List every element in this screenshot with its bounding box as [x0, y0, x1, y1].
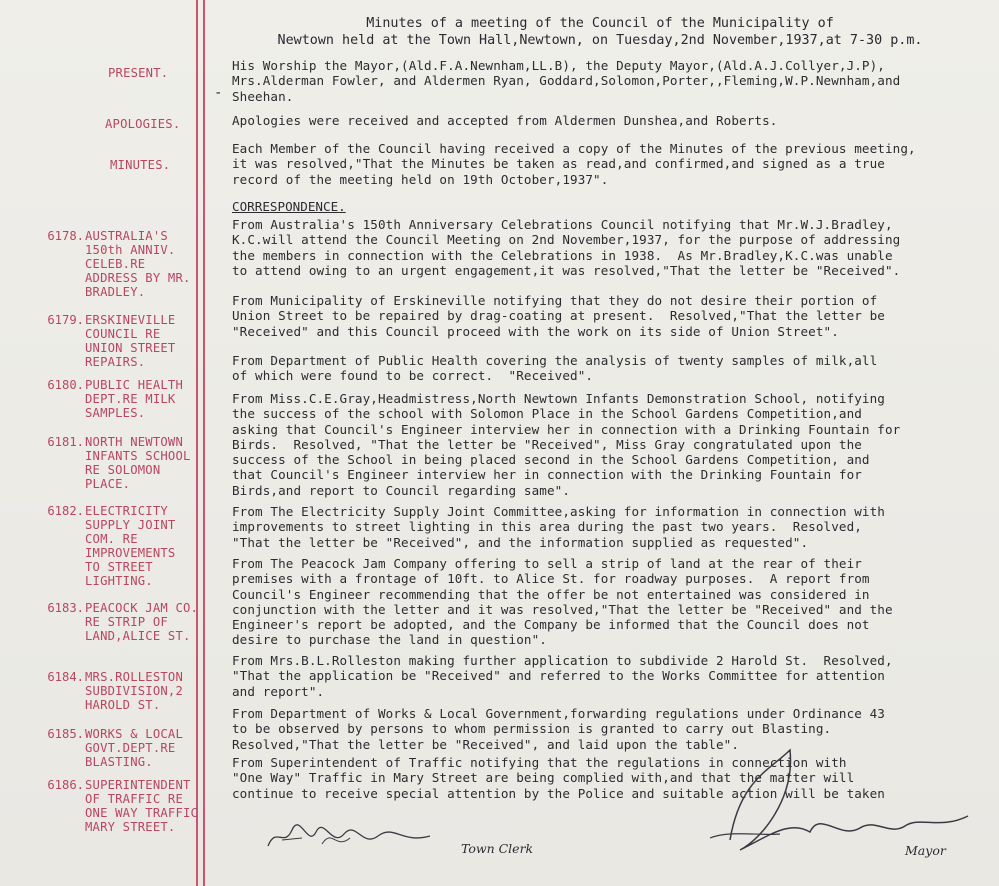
item-label: MRS.ROLLESTON SUBDIVISION,2 HAROLD ST. — [85, 670, 183, 712]
town-clerk-signature — [262, 818, 442, 858]
item-label: PUBLIC HEALTH DEPT.RE MILK SAMPLES. — [85, 378, 183, 420]
item-text: From Municipality of Erskineville notifying that they do not desire their portion of Union Street to be repaired by drag-coating at present. Resolved,"That the letter be "Received" and this Council proceed with the work on its side of Union Street". — [232, 293, 885, 339]
item-label: SUPERINTENDENT OF TRAFFIC RE ONE WAY TRAFFIC MARY STREET. — [85, 778, 199, 834]
para-present: His Worship the Mayor,(Ald.F.A.Newnham,LL.B), the Deputy Mayor,(Ald.A.J.Collyer,J.P), Mrs.Alderman Fowler, and Aldermen Ryan, Goddard,Solomon,Porter,,Fleming,W.P.Newnham,and Sheehan. — [232, 58, 901, 104]
item-label: AUSTRALIA'S 150th ANNIV. CELEB.RE ADDRESS BY MR. BRADLEY. — [85, 229, 191, 299]
item-number: 6180. — [47, 378, 84, 392]
label-minutes: MINUTES. — [110, 158, 171, 172]
item-text: From Superintendent of Traffic notifying that the regulations in connection with "One Way" Traffic in Mary Street are being complied with,and that the matter will continue to receive special attention by the Police and suitable action will be taken — [232, 755, 885, 801]
item-number: 6179. — [47, 313, 84, 327]
item-number: 6183. — [47, 601, 84, 615]
item-number: 6181. — [47, 435, 84, 449]
para-minutes: Each Member of the Council having received a copy of the Minutes of the previous meeting, it was resolved,"That the Minutes be taken as read,and confirmed,and signed as a true record of the meeting held on 19th October,1937". — [232, 141, 916, 187]
item-number: 6178. — [47, 229, 84, 243]
margin-dash: - — [214, 85, 223, 101]
para-apologies: Apologies were received and accepted from Aldermen Dunshea,and Roberts. — [232, 113, 778, 128]
label-apologies: APOLOGIES. — [105, 117, 181, 131]
margin-rule-left — [196, 0, 198, 886]
label-present: PRESENT. — [108, 66, 169, 80]
correspondence-heading: CORRESPONDENCE. — [232, 199, 346, 214]
item-text: From Department of Public Health covering the analysis of twenty samples of milk,all of which were found to be correct. "Received". — [232, 353, 878, 384]
mayor-label: Mayor — [905, 843, 946, 858]
town-clerk-label: Town Clerk — [461, 841, 534, 856]
margin-rule-right — [203, 0, 205, 886]
item-text: From Miss.C.E.Gray,Headmistress,North Newtown Infants Demonstration School, notifying the success of the school with Solomon Place in the School Gardens Competition,and asking that Council's Engineer interview her in connection with a Drinking Fountain for Birds. Resolved, "That the letter be "Received", Miss Gray congratulated upon the success of the School in being placed second in the School Gardens Competition, and that Council's Engineer interview her in connection with the Drinking Fountain for Birds,and report to Council regarding same". — [232, 391, 901, 498]
item-number: 6185. — [47, 727, 84, 741]
item-text: From The Electricity Supply Joint Committee,asking for information in connection with improvements to street lighting in this area during the past two years. Resolved, "That the letter be "Received", and the information supplied as requested". — [232, 504, 885, 550]
item-number: 6186. — [47, 778, 84, 792]
item-label: ERSKINEVILLE COUNCIL RE UNION STREET REPAIRS. — [85, 313, 176, 369]
item-label: PEACOCK JAM CO. RE STRIP OF LAND,ALICE ST. — [85, 601, 199, 643]
item-text: From Department of Works & Local Government,forwarding regulations under Ordinance 43 to be observed by persons to whom permission is granted to carry out Blasting. Resolved,"That the letter be "Received", and laid upon the table". — [232, 706, 885, 752]
header-line-1: Minutes of a meeting of the Council of the Municipality of — [366, 16, 834, 31]
header-line-2: Newtown held at the Town Hall,Newtown, on Tuesday,2nd November,1937,at 7-30 p.m. — [277, 33, 923, 48]
item-label: WORKS & LOCAL GOVT.DEPT.RE BLASTING. — [85, 727, 183, 769]
item-text: From Mrs.B.L.Rolleston making further application to subdivide 2 Harold St. Resolved, "That the application be "Received" and referred to the Works Committee for attention and report". — [232, 653, 893, 699]
item-label: ELECTRICITY SUPPLY JOINT COM. RE IMPROVEMENTS TO STREET LIGHTING. — [85, 504, 176, 588]
item-number: 6182. — [47, 504, 84, 518]
item-label: NORTH NEWTOWN INFANTS SCHOOL RE SOLOMON PLACE. — [85, 435, 191, 491]
item-text: From The Peacock Jam Company offering to sell a strip of land at the rear of their premises with a frontage of 10ft. to Alice St. for roadway purposes. A report from Council's Engineer recommending that the offer be not entertained was considered in conjunction with the letter and it was resolved,"That the letter be "Received" and the Engineer's report be adopted, and the Company be informed that the Council does not desire to purchase the land in question". — [232, 556, 893, 648]
item-number: 6184. — [47, 670, 84, 684]
item-text: From Australia's 150th Anniversary Celebrations Council notifying that Mr.W.J.Bradley, K.C.will attend the Council Meeting on 2nd November,1937, for the purpose of addressing the members in connection with the Celebrations in 1938. As Mr.Bradley,K.C.was unable to attend owing to an urgent engagement,it was resolved,"That the letter be "Received". — [232, 217, 901, 278]
